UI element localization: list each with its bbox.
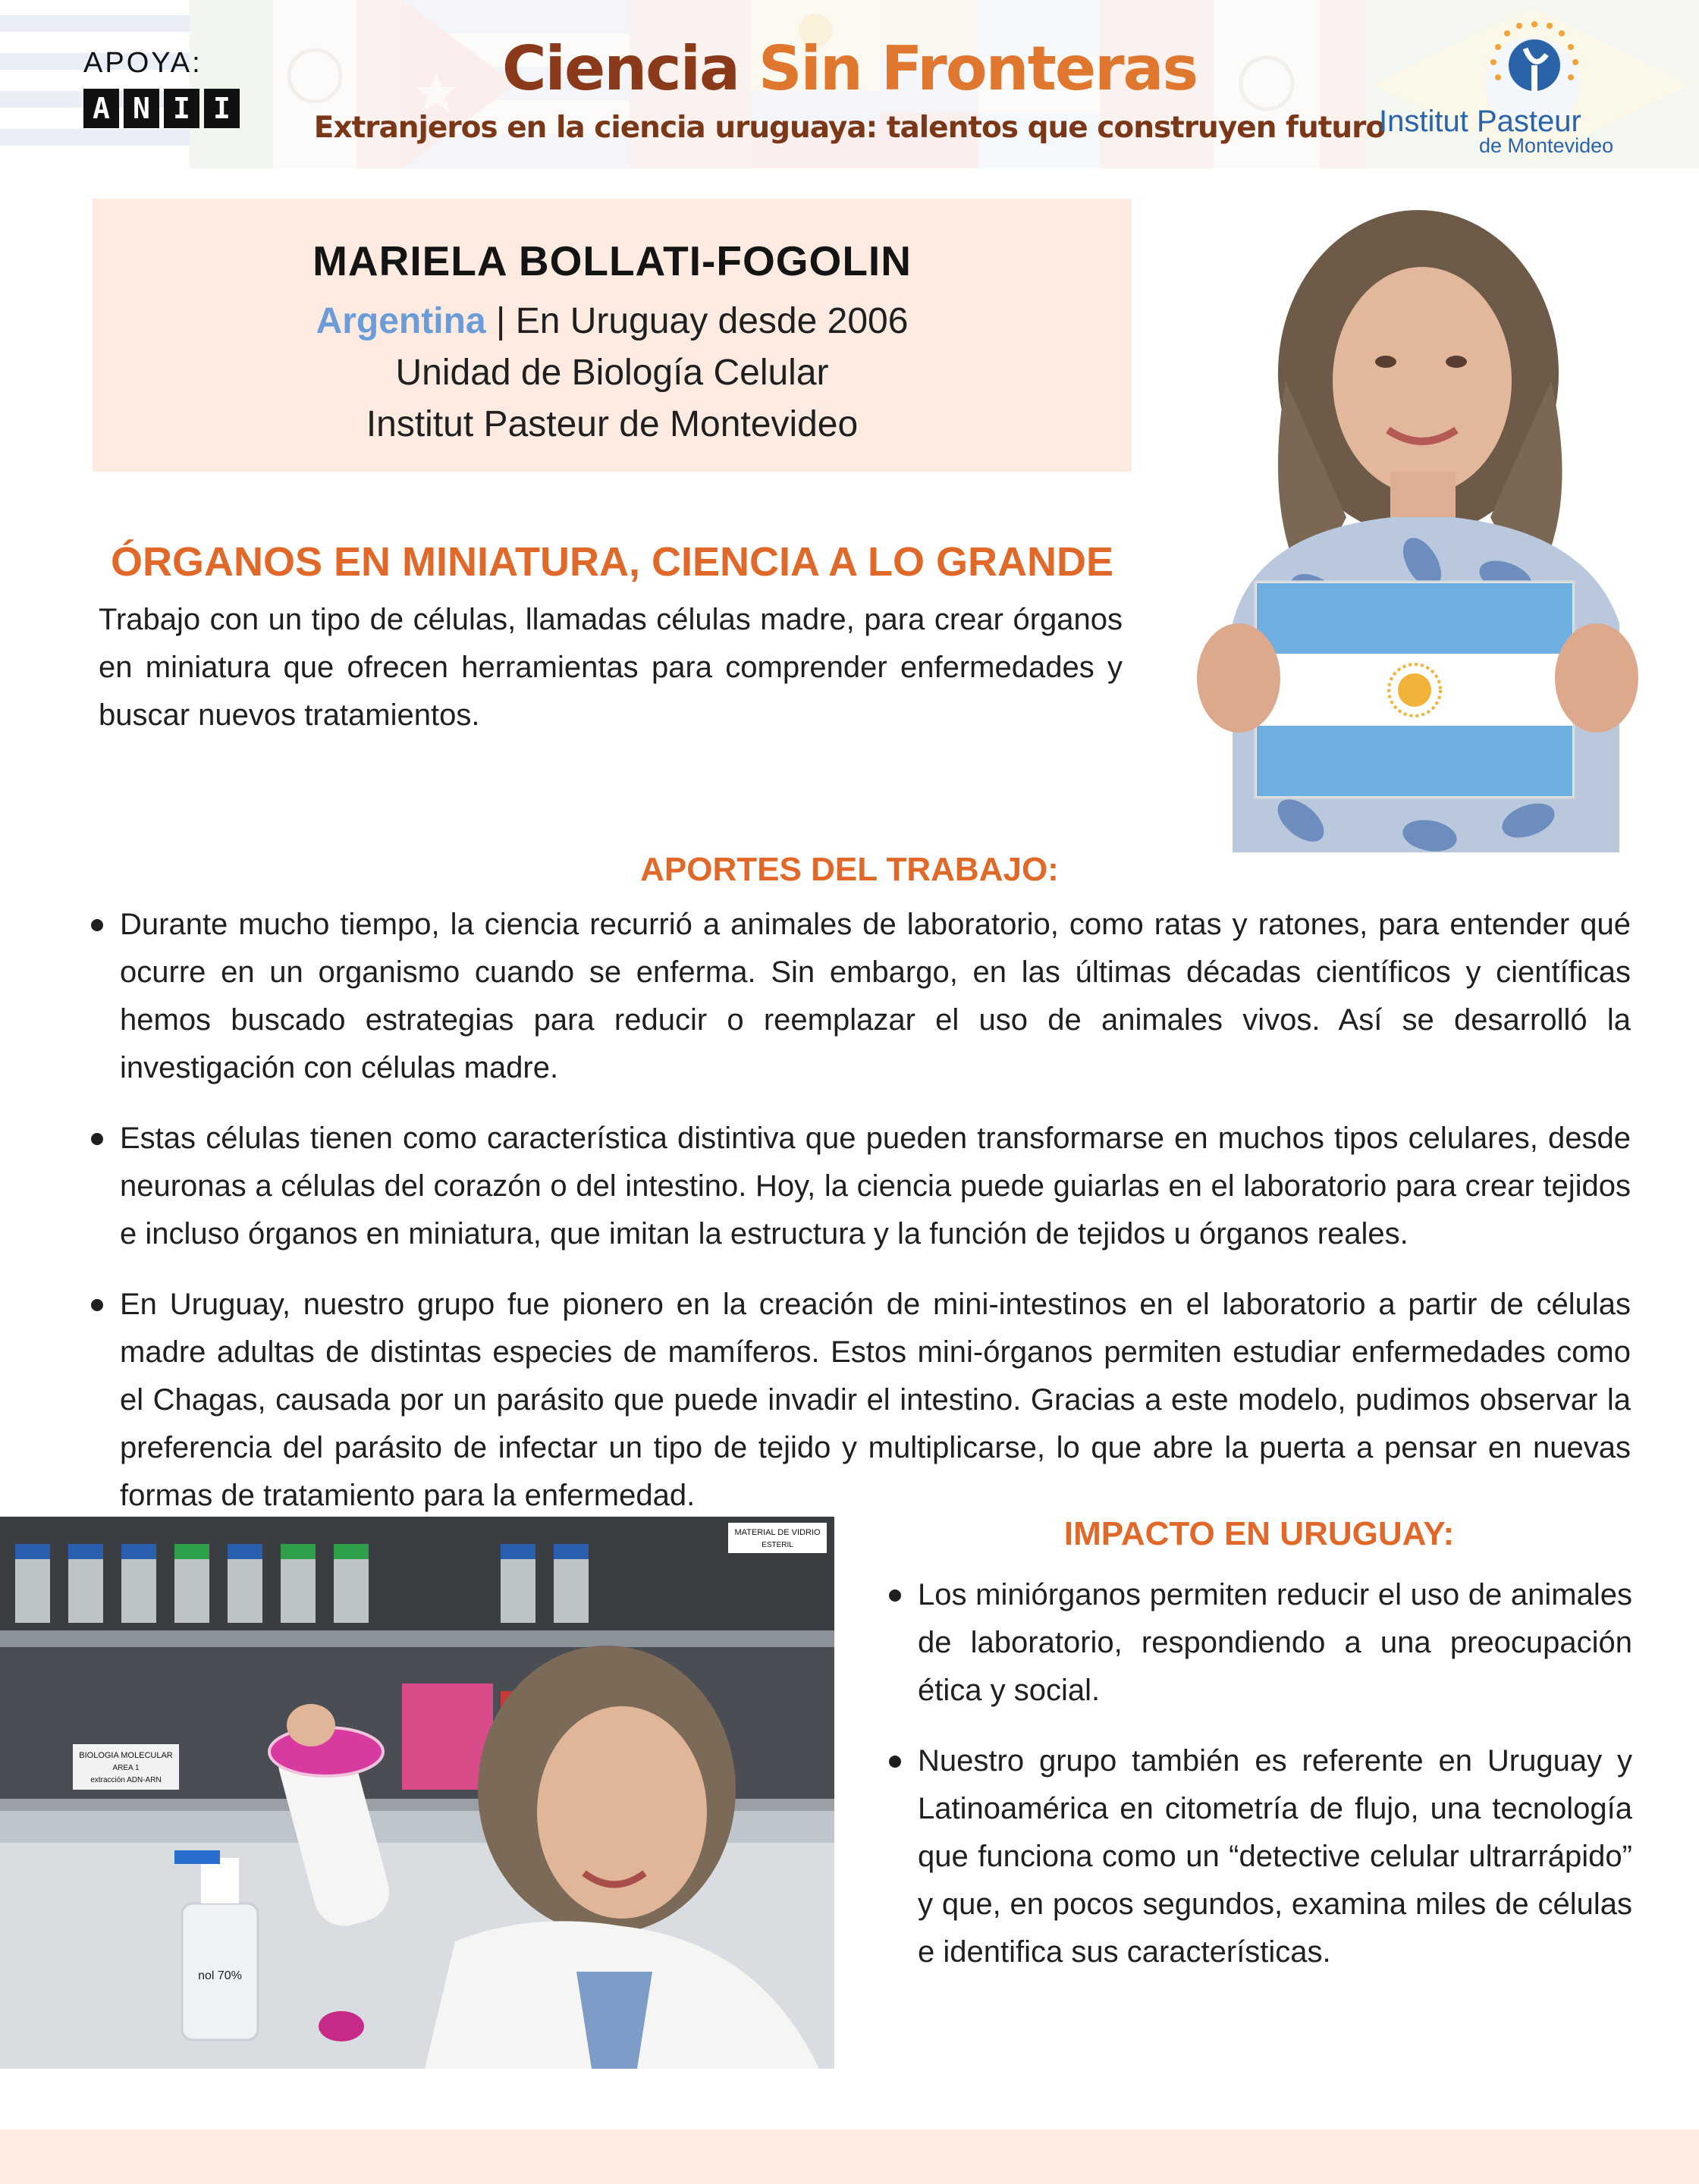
anii-letter: N [124,89,159,128]
footer-band [0,2129,1699,2184]
section-title-impacto: IMPACTO EN URUGUAY: [1063,1515,1455,1552]
origin-line [93,296,1132,347]
bullet-icon [889,1756,901,1768]
list-item-text: Los miniórganos permiten reducir el uso de animales de laboratorio, respondiendo a una preocupación ética y social. [918,1578,1632,1707]
portrait-photo [1149,199,1672,852]
list-item-text: Nuestro grupo también es referente en Uruguay y Latinoamérica en citometría de flujo, una tecnología que funciona como un “detective celular ultrarrápido” y que, en pocos segundos, examina miles de células e identifica sus características. [918,1744,1632,1969]
aportes-list [91,901,1631,1542]
header-banner [0,0,1699,168]
lab-sign-label: BIOLOGIA MOLECULAR [79,1751,173,1760]
list-item-text: Estas células tienen como característica distintiva que pueden transformarse en muchos tipos celulares, desde neuronas a células del corazón o del intestino. Hoy, la ciencia puede guiarlas en el laboratorio para crear tejidos e incluso órganos en miniatura, que imitan la estructura y la función de tejidos u órganos reales. [120,1122,1631,1250]
institute-subname: de Montevideo [1479,134,1614,157]
list-item [91,901,1631,1092]
lab-photo [0,1517,834,2069]
list-item [91,1115,1631,1258]
list-item-text: Durante mucho tiempo, la ciencia recurrió a animales de laboratorio, como ratas y ratones, para entender qué ocurre en un organismo cuando se enferma. Sin embargo, en las últimas décadas científicos y científicas hemos buscado estrategias para reducir o reemplazar el uso de animales vivos. Así se desarrolló la investigación con células madre. [120,908,1631,1084]
bullet-icon [91,1133,103,1145]
shelf-sign-label-2: ESTERIL [762,1541,793,1549]
institution-label: Institut Pasteur de Montevideo [366,404,859,444]
section-title-organos: ÓRGANOS EN MINIATURA, CIENCIA A LO GRANDE [111,539,1113,585]
since-label: | En Uruguay desde 2006 [485,301,909,341]
section-body-organos: Trabajo con un tipo de células, llamadas células madre, para crear órganos en miniatura que ofrecen herramientas para comprender enfermedades y buscar nuevos tratamientos. [99,603,1123,732]
anii-letter: I [164,89,199,128]
bullet-icon [889,1589,901,1602]
list-item-text: En Uruguay, nuestro grupo fue pionero en la creación de mini-intestinos en el laboratorio a partir de células madre adultas de distintas especies de mamíferos. Estos mini-órganos permiten estudiar enfermedades como el Chagas, causada por un parásito que puede invadir el intestino. Gracias a este modelo, pudimos observar la preferencia del parásito de infectar un tipo de tejido y multiplicarse, lo que abre la puerta a pensar en nuevas formas de tratamiento para la enfermedad. [120,1288,1631,1512]
anii-letter: I [204,89,240,128]
lab-sign-label-3: extracción ADN-ARN [90,1776,162,1784]
impacto-list [889,1571,1632,1999]
title-part-ciencia: Ciencia [501,33,739,104]
profile-box [93,199,1132,472]
page-subtitle: Extranjeros en la ciencia uruguaya: talentos que construyen futuro [313,111,1386,145]
bullet-icon [91,1299,103,1311]
scientist-name: MARIELA BOLLATI-FOGOLIN [312,237,912,284]
bottle-label: nol 70% [198,1969,242,1982]
title-part-sin-fronteras: Sin Fronteras [758,33,1198,104]
list-item [889,1571,1632,1715]
unit-label: Unidad de Biología Celular [395,353,829,393]
anii-letter: A [83,89,119,128]
shelf-sign-label: MATERIAL DE VIDRIO [734,1528,821,1537]
apoya-label: APOYA: [83,47,203,79]
bullet-icon [91,919,103,931]
country-label: Argentina [316,301,486,341]
section-title-aportes: APORTES DEL TRABAJO: [640,851,1059,888]
lab-sign-label-2: AREA 1 [112,1764,140,1772]
institute-name: Institut Pasteur [1379,105,1581,138]
list-item [91,1281,1631,1520]
list-item [889,1737,1632,1976]
